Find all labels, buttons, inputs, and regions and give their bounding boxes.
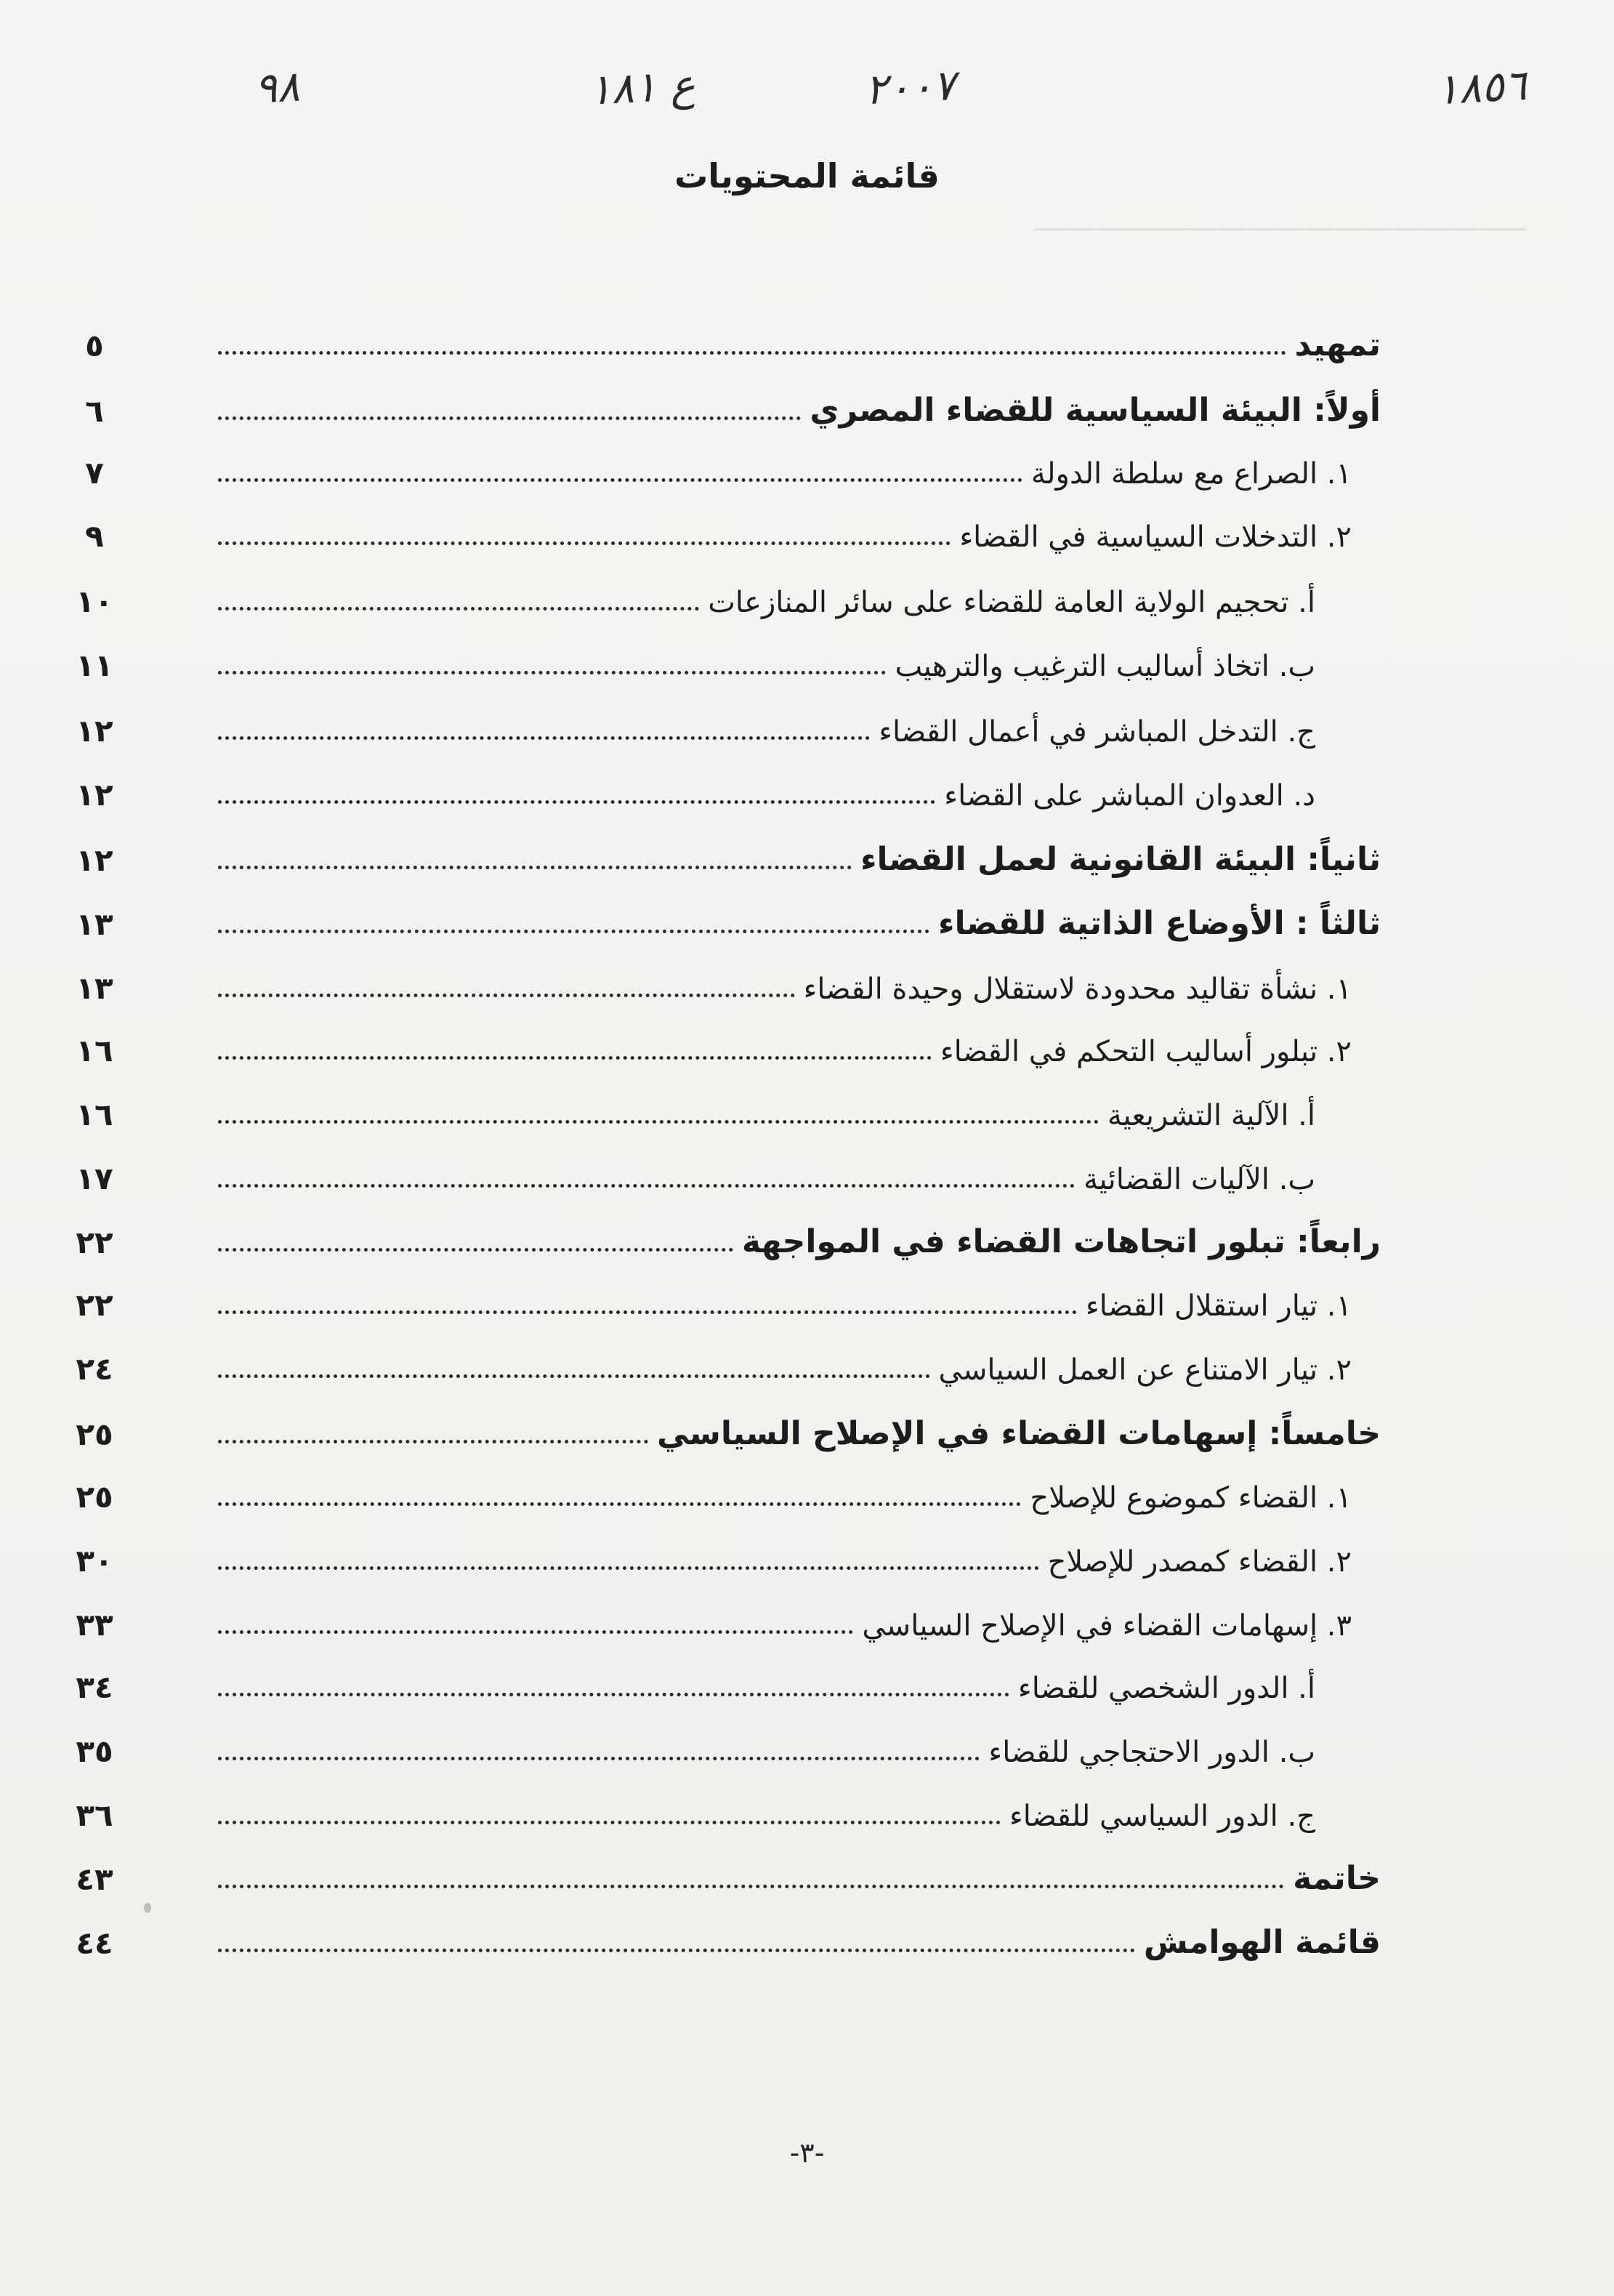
- dot-leader: [218, 607, 699, 611]
- toc-entry: [76, 754, 1381, 813]
- toc-entry-page: ١٢: [76, 777, 113, 813]
- dot-leader: [218, 930, 929, 933]
- page-number: -٣-: [789, 2137, 825, 2169]
- toc-entry-label: ب. الدور الاحتجاجي للقضاء: [988, 1736, 1315, 1769]
- toc-entry-label: أ. الدور الشخصي للقضاء: [1017, 1672, 1315, 1705]
- paper-speck: [144, 1903, 151, 1913]
- toc-entry-label: د. العدوان المباشر على القضاء: [944, 779, 1315, 813]
- toc-entry: [76, 820, 1381, 878]
- toc-entry-page: ١١: [76, 648, 113, 683]
- dot-leader: [218, 671, 886, 674]
- toc-entry-label: أ. الآلية التشريعية: [1107, 1099, 1315, 1132]
- toc-entry-page: ٣٥: [76, 1733, 113, 1769]
- toc-entry: [76, 1839, 1381, 1897]
- toc-entry-page: ١٦: [76, 1033, 113, 1068]
- page-title: قائمة المحتويات: [674, 156, 940, 196]
- toc-entry-page: ١٧: [76, 1161, 113, 1196]
- handwritten-note-1: ١٨٥٦: [1435, 60, 1528, 115]
- dot-leader: [218, 1184, 1075, 1188]
- dot-leader: [218, 1310, 1077, 1314]
- toc-entry-label: ٢. تيار الامتناع عن العمل السياسي: [938, 1353, 1352, 1387]
- toc-entry-page: ٤٣: [76, 1861, 113, 1897]
- toc-entry-label: ب. الآليات القضائية: [1084, 1163, 1315, 1196]
- toc-entry-label: ٢. تبلور أساليب التحكم في القضاء: [940, 1035, 1352, 1068]
- dot-leader: [218, 1566, 1039, 1570]
- toc-entry-label: أ. تحجيم الولاية العامة للقضاء على سائر المنازعات: [708, 586, 1315, 619]
- toc-entry-label: ١. نشأة تقاليد محدودة لاستقلال وحيدة القضاء: [803, 972, 1352, 1006]
- toc-entry-page: ٥: [85, 328, 104, 363]
- toc-entry-label: ٢. القضاء كمصدر للإصلاح: [1047, 1545, 1352, 1579]
- dot-leader: [218, 736, 870, 740]
- toc-entry: [76, 1394, 1381, 1452]
- toc-entry-page: ٩: [85, 518, 104, 554]
- toc-entry: [76, 625, 1381, 683]
- dot-leader: [218, 1630, 853, 1634]
- toc-entry-page: ٧: [85, 455, 104, 491]
- toc-entry: [76, 561, 1381, 619]
- toc-entry-page: ١٣: [76, 906, 113, 942]
- toc-entry-page: ٣٠: [76, 1543, 113, 1579]
- handwritten-note-4: ٩٨: [253, 61, 302, 113]
- toc-entry-label: رابعاً: تبلور اتجاهات القضاء في المواجهة: [741, 1223, 1381, 1260]
- toc-entry-label: ٣. إسهامات القضاء في الإصلاح السياسي: [862, 1609, 1352, 1643]
- toc-entry: [76, 1202, 1381, 1260]
- dot-leader: [218, 541, 951, 545]
- toc-entry-page: ٢٤: [76, 1351, 113, 1387]
- dot-leader: [218, 1120, 1099, 1124]
- toc-entry-page: ٢٥: [76, 1479, 113, 1515]
- dot-leader: [218, 994, 795, 997]
- toc-entry-page: ٦: [85, 393, 104, 429]
- toc-entry: [76, 1520, 1381, 1579]
- bleed-through-text: ــــــــــــــــــــــــــــــــــــــــــــــــــــــــــــــــــــ: [1033, 208, 1526, 237]
- toc-entry: [85, 305, 1381, 363]
- dot-leader: [218, 1821, 1001, 1824]
- toc-entry: [76, 1138, 1381, 1196]
- dot-leader: [218, 478, 1022, 482]
- toc-entry: [76, 1329, 1381, 1387]
- toc-entry-label: قائمة الهوامش: [1143, 1924, 1381, 1961]
- toc-entry-page: ٢٢: [76, 1225, 113, 1260]
- dot-leader: [218, 1502, 1021, 1506]
- toc-entry: [85, 496, 1381, 554]
- dot-leader: [218, 1949, 1135, 1952]
- toc-entry: [76, 1711, 1381, 1769]
- toc-entry-label: أولاً: البيئة السياسية للقضاء المصري: [810, 392, 1381, 429]
- toc-entry-label: خامساً: إسهامات القضاء في الإصلاح السياسي: [657, 1415, 1381, 1452]
- handwritten-note-2: ٢٠٠٧: [863, 60, 957, 115]
- dot-leader: [218, 416, 801, 420]
- dot-leader: [218, 800, 935, 804]
- dot-leader: [218, 1248, 733, 1252]
- toc-entry: [76, 1010, 1381, 1068]
- toc-entry-page: ١٣: [76, 970, 113, 1006]
- toc-entry-label: خاتمة: [1293, 1860, 1381, 1897]
- toc-entry: [76, 1647, 1381, 1705]
- toc-entry-label: ج. الدور السياسي للقضاء: [1009, 1800, 1315, 1833]
- toc-entry-page: ٣٤: [76, 1669, 113, 1705]
- toc-entry: [76, 1775, 1381, 1833]
- toc-entry-label: ج. التدخل المباشر في أعمال القضاء: [879, 715, 1315, 749]
- toc-entry-page: ٢٢: [76, 1287, 113, 1323]
- toc-entry: [85, 371, 1381, 429]
- toc-entry: [76, 1584, 1381, 1643]
- toc-entry-page: ١٢: [76, 842, 113, 878]
- toc-entry: [76, 1074, 1381, 1132]
- toc-entry-label: ٢. التدخلات السياسية في القضاء: [959, 520, 1352, 554]
- toc-entry-page: ١٠: [76, 584, 113, 619]
- dot-leader: [218, 351, 1286, 355]
- dot-leader: [218, 1374, 930, 1378]
- dot-leader: [218, 1056, 932, 1060]
- toc-entry: [76, 948, 1381, 1006]
- toc-entry: [76, 690, 1381, 749]
- toc-entry-page: ٣٣: [76, 1607, 113, 1643]
- toc-entry: [76, 884, 1381, 942]
- handwritten-note-3: ع ١٨١: [587, 60, 697, 115]
- toc-entry: [76, 1903, 1381, 1961]
- dot-leader: [218, 1757, 980, 1760]
- toc-entry-page: ٢٥: [76, 1417, 113, 1452]
- toc-entry-label: ثانياً: البيئة القانونية لعمل القضاء: [860, 841, 1381, 878]
- dot-leader: [218, 1693, 1009, 1696]
- toc-entry-label: ب. اتخاذ أساليب الترغيب والترهيب: [895, 650, 1315, 683]
- toc-entry-page: ١٢: [76, 713, 113, 749]
- toc-entry-label: ثالثاً : الأوضاع الذاتية للقضاء: [938, 905, 1381, 942]
- toc-entry-label: ١. تيار استقلال القضاء: [1085, 1289, 1352, 1323]
- toc-entry-page: ١٦: [76, 1097, 113, 1132]
- toc-entry-page: ٣٦: [76, 1797, 113, 1833]
- toc-entry: [76, 1457, 1381, 1515]
- dot-leader: [218, 1440, 648, 1443]
- toc-entry-page: ٤٤: [76, 1925, 113, 1961]
- dot-leader: [218, 866, 852, 869]
- toc-entry-label: تمهيد: [1294, 326, 1381, 363]
- toc-entry: [85, 432, 1381, 491]
- toc-entry-label: ١. الصراع مع سلطة الدولة: [1030, 457, 1352, 491]
- toc-entry-label: ١. القضاء كموضوع للإصلاح: [1030, 1481, 1352, 1515]
- toc-entry: [76, 1265, 1381, 1323]
- dot-leader: [218, 1885, 1284, 1888]
